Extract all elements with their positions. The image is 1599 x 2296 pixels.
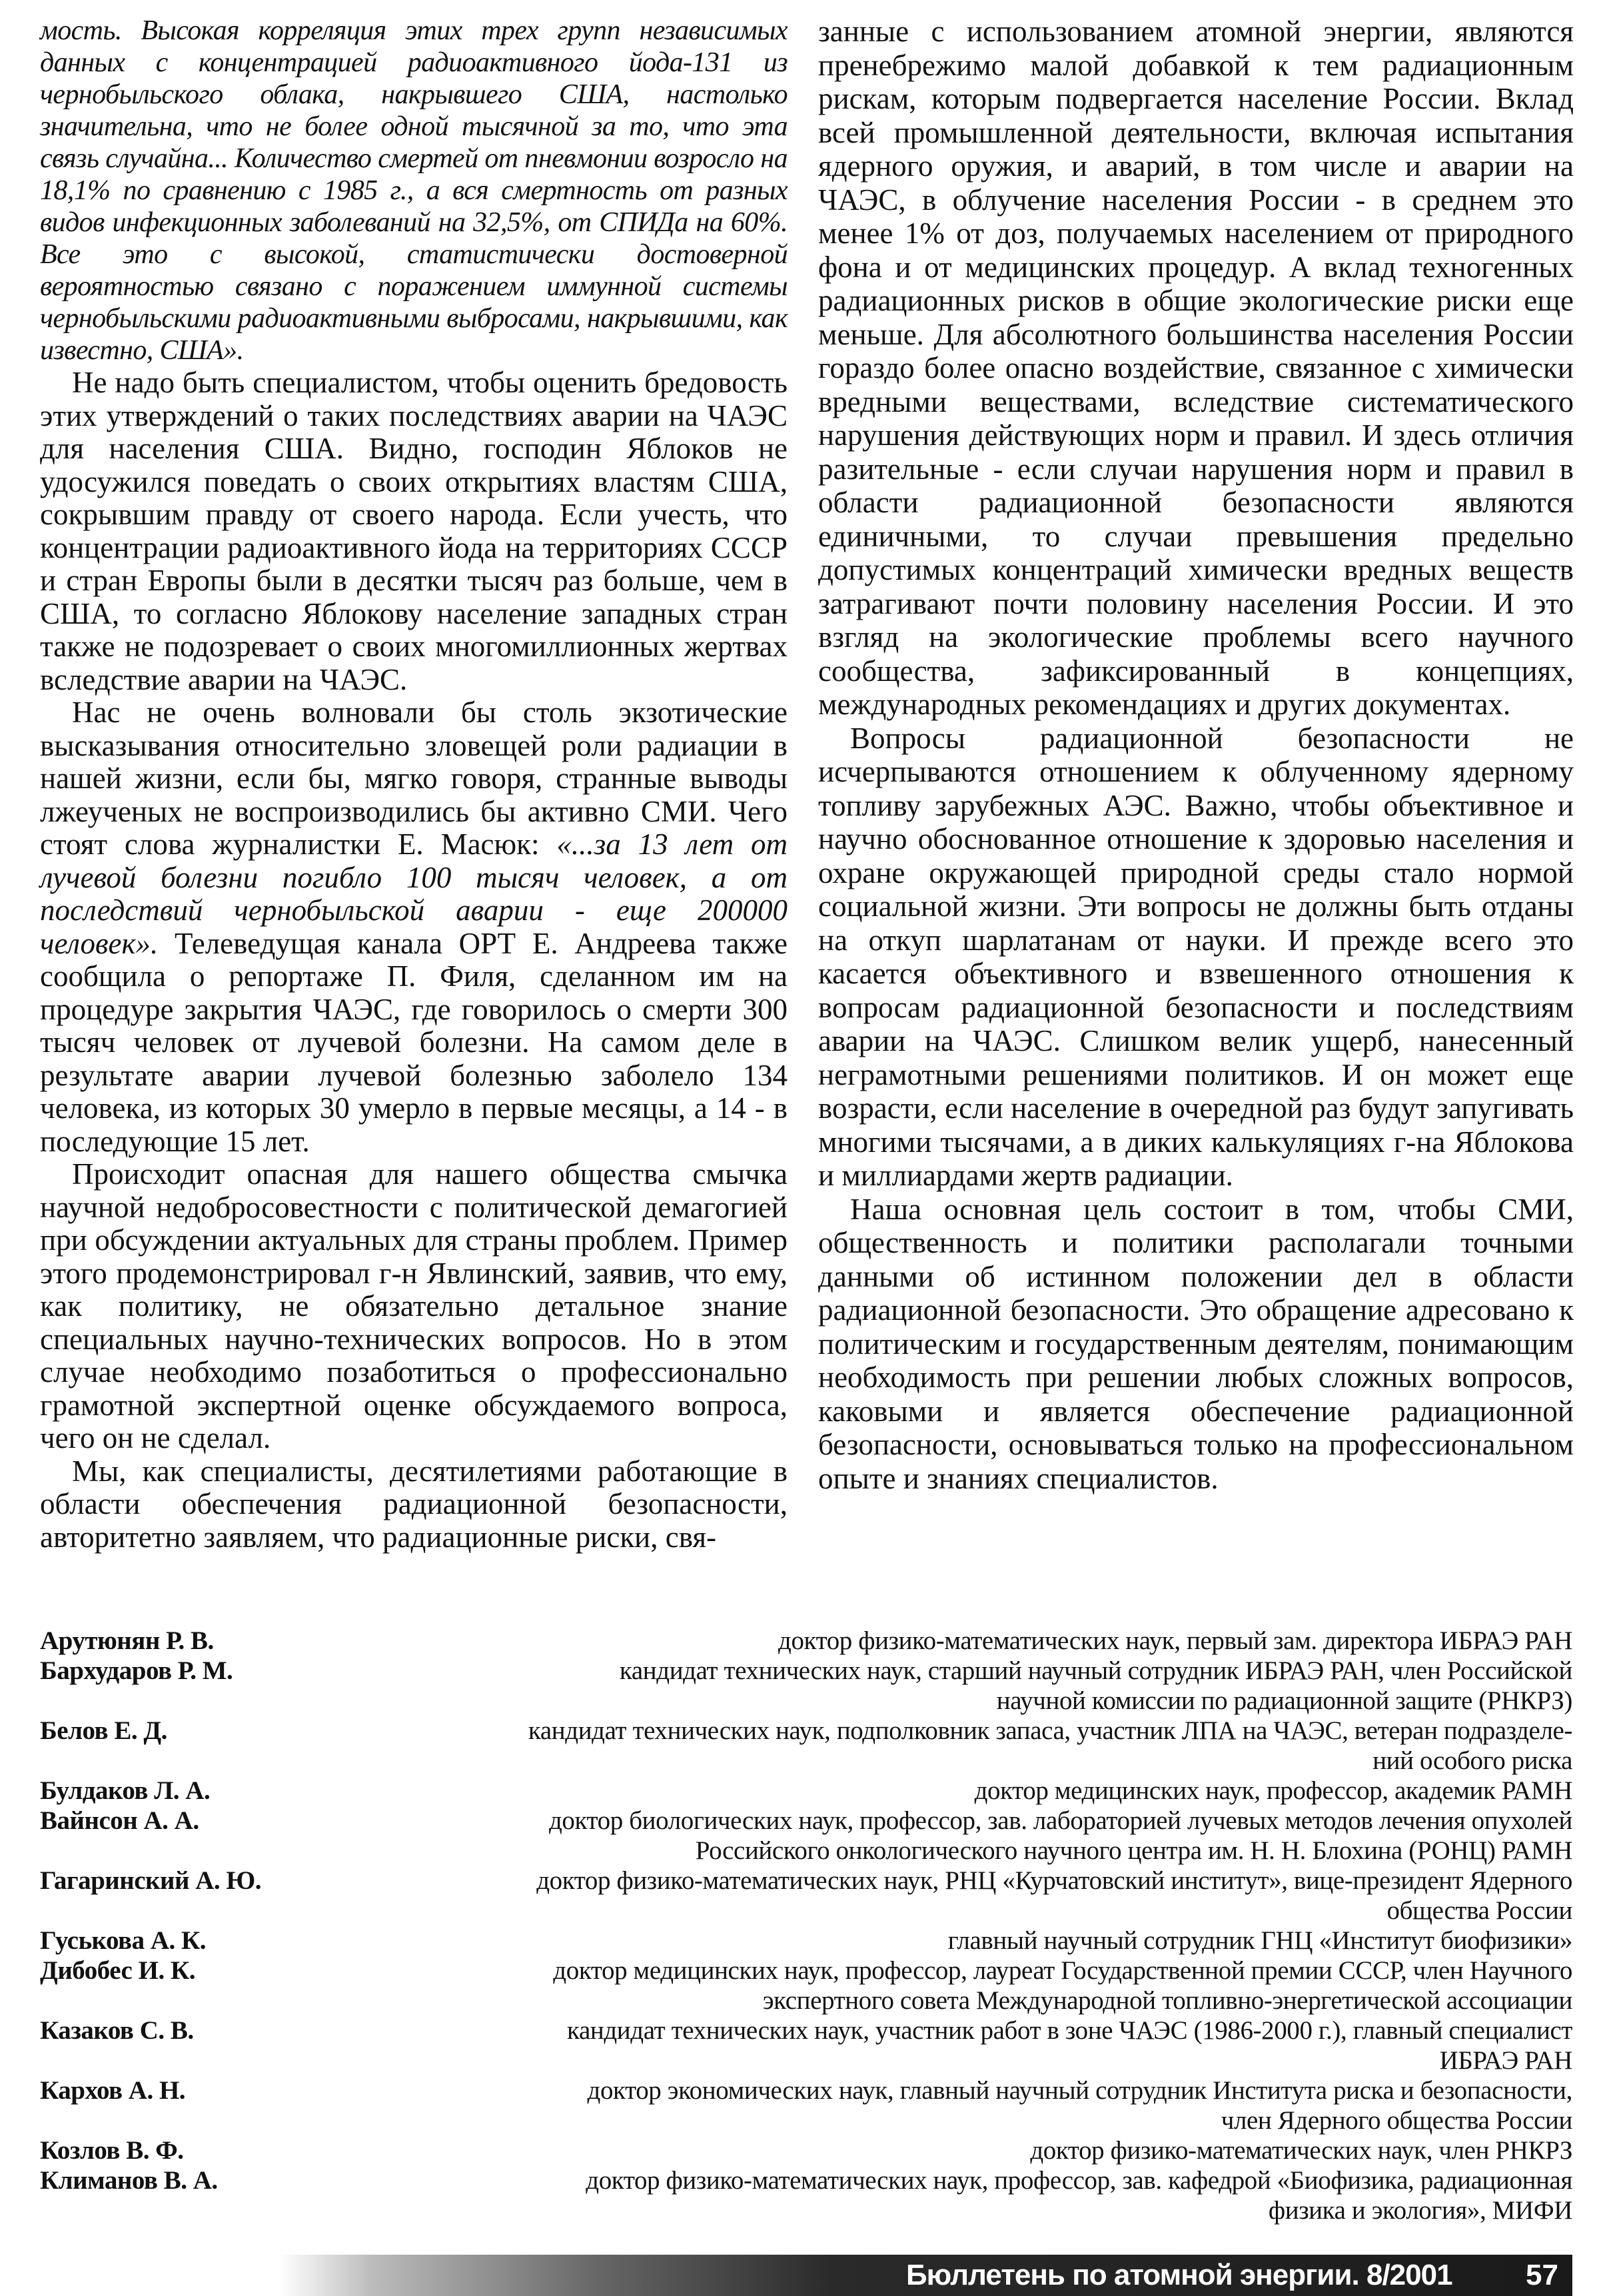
right-column [818,15,1574,1495]
signatory-credentials [320,1656,1572,1716]
credential-line: кандидат технических наук, старший научный сотрудник ИБРАЭ РАН, член Российской [619,1656,1572,1685]
signatory-credentials [320,1626,1572,1656]
signatory-credentials [320,1866,1572,1926]
signatory-credentials [320,1776,1572,1806]
left-column [40,15,788,1554]
signatory-row [40,1776,1572,1806]
signatory-name: Гуськова А. К. [40,1926,207,1955]
paragraph: Наша основная цель состоит в том, чтобы СМИ, общественность и политики располагали точными данными об истинном положении дел в области радиационной безопасности. Это обращение адресовано к политическим и государственным деятелям, понимающим необходимость при решении любых сложных вопросов, каковыми и является обеспечение радиационной безопасности, основываться только на профессиональном опыте и знаниях специалистов. [818,1192,1574,1495]
credential-line: кандидат технических наук, подполковник запаса, участник ЛПА на ЧАЭС, ветеран подразделе- [528,1716,1572,1745]
signatory-name: Дибобес И. К. [40,1956,195,1985]
journal-title: Бюллетень по атомной энергии. 8/2001 [906,2259,1452,2291]
signatory-name: Бархударов Р. М. [40,1656,233,1685]
italic-quote-continuation: мость. Высокая корреляция этих трех групп независимых данных с концентрацией радиоактивного йода-131 из чернобыльского облака, накрывшего США, настолько значительна, что не более одной тысячной за то, что эта связь случайна... Количество смертей от пневмонии возросло на 18,1% по сравнению с 1985 г., а вся смертность от разных видов инфекционных заболеваний на 32,5%, от СПИДа на 60%. Все это с высокой, статистически достоверной вероятностью связано с поражением иммунной системы чернобыльскими радиоактивными выбросами, накрывшими, как известно, США». [40,15,788,366]
credential-line: ний особого риска [1372,1746,1572,1775]
signatory-row [40,1866,1572,1926]
signatory-credentials [320,1956,1572,2015]
credential-line: научной комиссии по радиационной защите (РНКРЗ) [996,1686,1572,1715]
credential-line: доктор физико-математических наук, член РНКРЗ [1030,2136,1572,2165]
signatory-row [40,1926,1572,1956]
page-number: 57 [1526,2259,1558,2291]
signatory-credentials [320,1806,1572,1866]
credential-line: доктор медицинских наук, профессор, лауреат Государственной премии СССР, член Научного [553,1956,1572,1985]
signatory-row [40,1806,1572,1866]
credential-line: экспертного совета Международной топливно-энергетической ассоциации [762,1986,1572,2015]
signatory-row [40,2075,1572,2135]
signatories-list [40,1626,1572,2225]
credential-line: доктор экономических наук, главный научный сотрудник Института риска и безопасности, [587,2076,1572,2105]
signatory-row [40,1626,1572,1656]
signatory-name: Арутюнян Р. В. [40,1626,214,1655]
credential-line: доктор физико-математических наук, РНЦ «Курчатовский институт», вице-президент Ядерного [536,1866,1572,1895]
paragraph: Мы, как специалисты, десятилетиями работающие в области обеспечения радиационной безопасности, авторитетно заявляем, что радиационные риски, свя- [40,1454,788,1554]
signatory-row [40,2135,1572,2165]
signatory-credentials [320,1926,1572,1956]
credential-line: общества России [1386,1896,1572,1925]
signatory-name: Белов Е. Д. [40,1716,167,1745]
paragraph: Происходит опасная для нашего общества смычка научной недобросовестности с политической демагогией при обсуждении актуальных для страны проблем. Пример этого продемонстрировал г-н Явлинский, заявив, что ему, как политику, не обязательно детальное знание специальных научно-технических вопросов. Но в этом случае необходимо позаботиться о профессионально грамотной экспертной оценке обсуждаемого вопроса, чего он не сделал. [40,1157,788,1454]
signatory-credentials [320,2135,1572,2165]
credential-line: Российского онкологического научного центра им. Н. Н. Блохина (РОНЦ) РАМН [695,1836,1572,1865]
signatory-credentials [320,2015,1572,2075]
credential-line: доктор физико-математических наук, первый зам. директора ИБРАЭ РАН [778,1626,1572,1655]
credential-line: доктор биологических наук, профессор, зав. лабораторией лучевых методов лечения опухолей [548,1806,1572,1835]
signatory-credentials [320,2075,1572,2135]
page-footer [0,2255,1572,2296]
credential-line: доктор медицинских наук, профессор, академик РАМН [974,1776,1572,1805]
credential-line: физика и экология», МИФИ [1268,2196,1572,2225]
paragraph [40,696,788,1158]
signatory-name: Булдаков Л. А. [40,1776,211,1805]
signatory-credentials [320,2165,1572,2225]
signatory-row [40,1956,1572,2015]
signatory-name: Казаков С. В. [40,2016,194,2045]
signatory-name: Вайнсон А. А. [40,1806,199,1835]
signatory-row [40,2015,1572,2075]
credential-line: доктор физико-математических наук, профессор, зав. кафедрой «Биофизика, радиационная [586,2166,1572,2195]
italic-quote: «...за 13 лет от лучевой болезни погибло 100 тысяч человек, а от последствий чернобыльской аварии - еще 200000 человек». [40,828,788,960]
signatory-name: Козлов В. Ф. [40,2136,184,2165]
paragraph: занные с использованием атомной энергии, являются пренебрежимо малой добавкой к тем радиационным рискам, которым подвергается население России. Вклад всей промышленной деятельности, включая испытания ядерного оружия, и аварий, в том числе и аварии на ЧАЭС, в облучение населения России - в среднем это менее 1% от доз, получаемых населением от природного фона и от медицинских процедур. А вклад техногенных радиационных рисков в общие экологические риски еще меньше. Для абсолютного большинства населения России гораздо более опасно воздействие, связанное с химически вредными веществами, вследствие систематического нарушения действующих норм и правил. И здесь отличия разительные - если случаи нарушения норм и правил в области радиационной безопасности являются единичными, то случаи превышения предельно допустимых концентраций химически вредных веществ затрагивают почти половину населения России. И это взгляд на экологические проблемы всего научного сообщества, зафиксированный в концепциях, международных рекомендациях и других документах. [818,15,1574,721]
paragraph-text: Телеведущая канала ОРТ Е. Андреева также сообщила о репортаже П. Филя, сделанном им на процедуре закрытия ЧАЭС, где говорилось о смерти 300 тысяч человек от лучевой болезни. На самом деле в результате аварии лучевой болезнью заболело 134 человека, из которых 30 умерло в первые месяцы, а 14 - в последующие 15 лет. [40,926,788,1158]
signatory-name: Гагаринский А. Ю. [40,1866,262,1895]
signatory-row [40,2165,1572,2225]
signatory-credentials [320,1716,1572,1776]
paragraph-text: Нас не очень волновали бы столь экзотические высказывания относительно зловещей роли радиации в нашей жизни, если бы, мягко говоря, странные выводы лжеученых не воспроизводились бы активно СМИ. Чего стоят слова журналистки Е. Масюк: [40,696,788,861]
paragraph: Не надо быть специалистом, чтобы оценить бредовость этих утверждений о таких последствиях аварии на ЧАЭС для населения США. Видно, господин Яблоков не удосужился поведать о своих открытиях властям США, сокрывшим правду от своего народа. Если учесть, что концентрации радиоактивного йода на территориях СССР и стран Европы были в десятки тысяч раз больше, чем в США, то согласно Яблокову население западных стран также не подозревает о своих многомиллионных жертвах вследствие аварии на ЧАЭС. [40,366,788,696]
signatory-name: Кархов А. Н. [40,2076,186,2105]
credential-line: член Ядерного общества России [1221,2106,1572,2135]
credential-line: ИБРАЭ РАН [1439,2046,1572,2075]
credential-line: кандидат технических наук, участник работ в зоне ЧАЭС (1986-2000 г.), главный специалист [567,2016,1572,2045]
credential-line: главный научный сотрудник ГНЦ «Институт биофизики» [947,1926,1572,1955]
paragraph: Вопросы радиационной безопасности не исчерпываются отношением к облученному ядерному топливу зарубежных АЭС. Важно, чтобы объективное и научно обоснованное отношение к здоровью населения и охране окружающей природной среды стало нормой социальной жизни. Эти вопросы не должны быть отданы на откуп шарлатанам от науки. И прежде всего это касается объективного и взвешенного отношения к вопросам радиационной безопасности и последствиям аварии на ЧАЭС. Слишком велик ущерб, нанесенный неграмотными решениями политиков. И он может еще возрасти, если население в очередной раз будут запугивать многими тысячами, а в диких калькуляциях г-на Яблокова и миллиардами жертв радиации. [818,721,1574,1192]
signatory-name: Климанов В. А. [40,2166,218,2195]
signatory-row [40,1656,1572,1716]
signatory-row [40,1716,1572,1776]
